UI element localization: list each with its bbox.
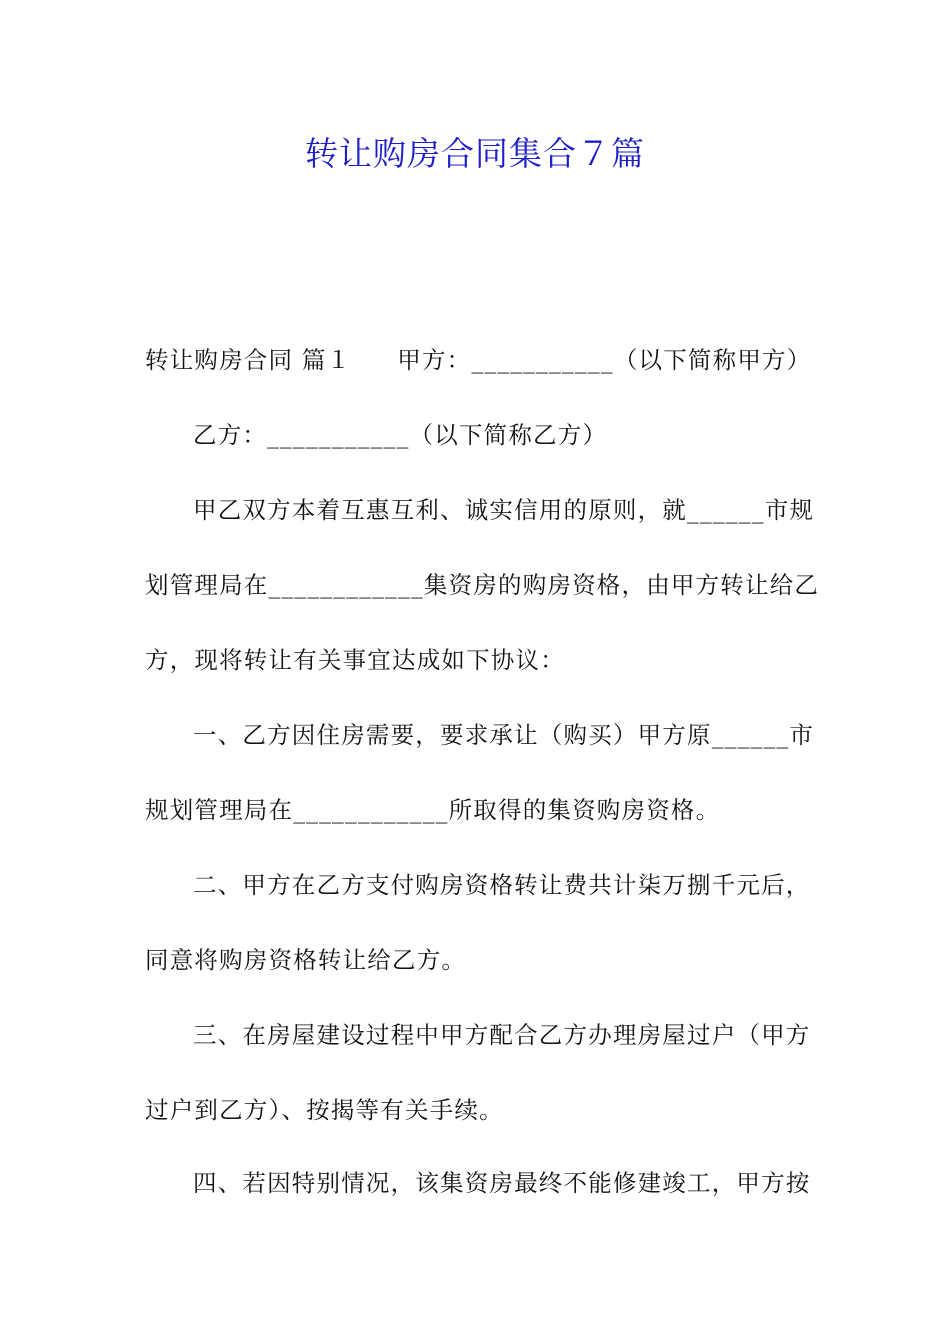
paragraph-line: 甲乙双方本着互惠互利、诚实信用的原则，就______市规	[193, 496, 815, 524]
paragraph-line: 同意将购房资格转让给乙方。	[145, 946, 467, 974]
party-a-line: 甲方：___________（以下简称甲方）	[397, 346, 812, 374]
clause-one-line: 一、乙方因住房需要，要求承让（购买）甲方原______市	[193, 721, 815, 749]
party-b-line: 乙方：___________（以下简称乙方）	[193, 421, 608, 449]
clause-four-line: 四、若因特别情况，该集资房最终不能修建竣工，甲方按	[193, 1169, 811, 1197]
paragraph-line: 规划管理局在____________所取得的集资购房资格。	[145, 796, 721, 824]
contract-heading-line	[145, 345, 811, 375]
paragraph-line: 方，现将转让有关事宜达成如下协议：	[145, 646, 565, 674]
clause-two-line: 二、甲方在乙方支付购房资格转让费共计柒万捌千元后，	[193, 871, 811, 899]
document-title: 转让购房合同集合７篇	[305, 134, 645, 173]
contract-section-label: 转让购房合同 篇１	[145, 346, 352, 374]
paragraph-line: 划管理局在____________集资房的购房资格，由甲方转让给乙	[145, 571, 820, 599]
paragraph-line: 过户到乙方）、按揭等有关手续。	[145, 1096, 504, 1124]
clause-three-line: 三、在房屋建设过程中甲方配合乙方办理房屋过户（甲方	[193, 1021, 811, 1049]
